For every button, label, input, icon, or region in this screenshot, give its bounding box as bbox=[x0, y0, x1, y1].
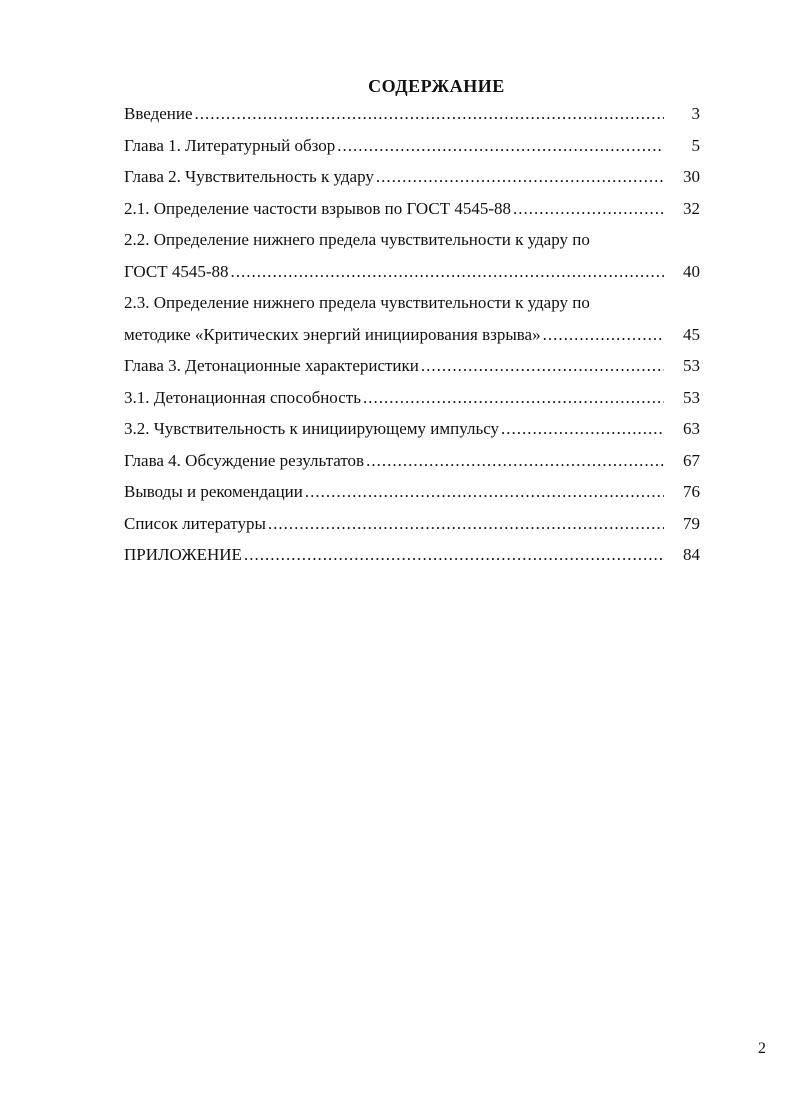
toc-entry-text: 3.1. Детонационная способность bbox=[124, 387, 361, 407]
dot-leader bbox=[376, 167, 664, 187]
toc-entry-section-2-3-line1 bbox=[124, 293, 700, 325]
toc-entry-page: 63 bbox=[683, 419, 700, 438]
toc-entry-page: 30 bbox=[683, 167, 700, 186]
dot-leader bbox=[366, 451, 664, 471]
toc-entry-appendix bbox=[124, 545, 700, 577]
toc-entry-section-2-2-line1 bbox=[124, 230, 700, 262]
toc-entry-text: 2.3. Определение нижнего предела чувствительности к удару по bbox=[124, 293, 590, 312]
toc-entry-conclusions bbox=[124, 482, 700, 514]
toc-entry-page: 45 bbox=[683, 324, 700, 344]
toc-entry-page: 84 bbox=[683, 545, 700, 564]
toc-entry-text: ПРИЛОЖЕНИЕ bbox=[124, 545, 242, 564]
toc-entry-chapter-3 bbox=[124, 356, 700, 388]
dot-leader bbox=[244, 545, 664, 565]
toc-entry-text: Список литературы bbox=[124, 513, 266, 533]
toc-entry-page: 76 bbox=[683, 482, 700, 501]
toc-entry-text: 2.1. Определение частости взрывов по ГОСТ 4545-88 bbox=[124, 198, 511, 218]
dot-leader bbox=[337, 136, 664, 156]
toc-entry-text: Выводы и рекомендации bbox=[124, 482, 303, 501]
dot-leader bbox=[268, 514, 664, 534]
toc-entry-text: Введение bbox=[124, 104, 193, 123]
toc-entry-text: Глава 4. Обсуждение результатов bbox=[124, 450, 365, 470]
dot-leader bbox=[363, 388, 664, 408]
dot-leader bbox=[543, 325, 664, 345]
toc-entry-page: 40 bbox=[683, 261, 700, 281]
toc-entry-text: методике «Критических энергий инициирования взрыва» bbox=[124, 324, 541, 344]
toc-entry-page: 32 bbox=[683, 198, 700, 218]
dot-leader bbox=[501, 419, 664, 439]
dot-leader bbox=[421, 356, 664, 376]
toc-entry-references bbox=[124, 514, 700, 546]
toc-entry-text: Глава 1. Литературный обзор bbox=[124, 135, 336, 155]
toc-entry-page: 3 bbox=[691, 104, 700, 123]
toc-entry-section-2-2 bbox=[124, 262, 700, 294]
toc-entry-section-2-1 bbox=[124, 199, 700, 231]
toc-entry-text: Глава 2. Чувствительность к удару bbox=[124, 167, 374, 186]
toc-entry-page: 53 bbox=[683, 356, 700, 375]
toc-entry-text: 2.2. Определение нижнего предела чувствительности к удару по bbox=[124, 230, 590, 249]
toc-entry-chapter-4 bbox=[124, 451, 700, 483]
toc-entry-section-3-2 bbox=[124, 419, 700, 451]
page-number: 2 bbox=[758, 1040, 766, 1057]
toc-entry-text: ГОСТ 4545-88 bbox=[124, 261, 229, 281]
dot-leader bbox=[305, 482, 664, 502]
toc-entry-section-3-1 bbox=[124, 388, 700, 420]
toc-entry-section-2-3 bbox=[124, 325, 700, 357]
toc-entry-introduction bbox=[124, 104, 700, 136]
dot-leader bbox=[231, 262, 664, 282]
toc-entry-page: 67 bbox=[683, 450, 700, 470]
dot-leader bbox=[513, 199, 664, 219]
toc-entry-text: 3.2. Чувствительность к инициирующему импульсу bbox=[124, 419, 500, 438]
toc-entry-chapter-2 bbox=[124, 167, 700, 199]
toc-entry-text: Глава 3. Детонационные характеристики bbox=[124, 356, 419, 375]
page-title: СОДЕРЖАНИЕ bbox=[368, 76, 505, 96]
toc-entry-page: 79 bbox=[683, 513, 700, 533]
toc-entry-chapter-1 bbox=[124, 136, 700, 168]
toc-entry-page: 53 bbox=[683, 387, 700, 407]
table-of-contents bbox=[124, 104, 700, 577]
toc-entry-page: 5 bbox=[691, 135, 700, 155]
dot-leader bbox=[195, 104, 664, 124]
